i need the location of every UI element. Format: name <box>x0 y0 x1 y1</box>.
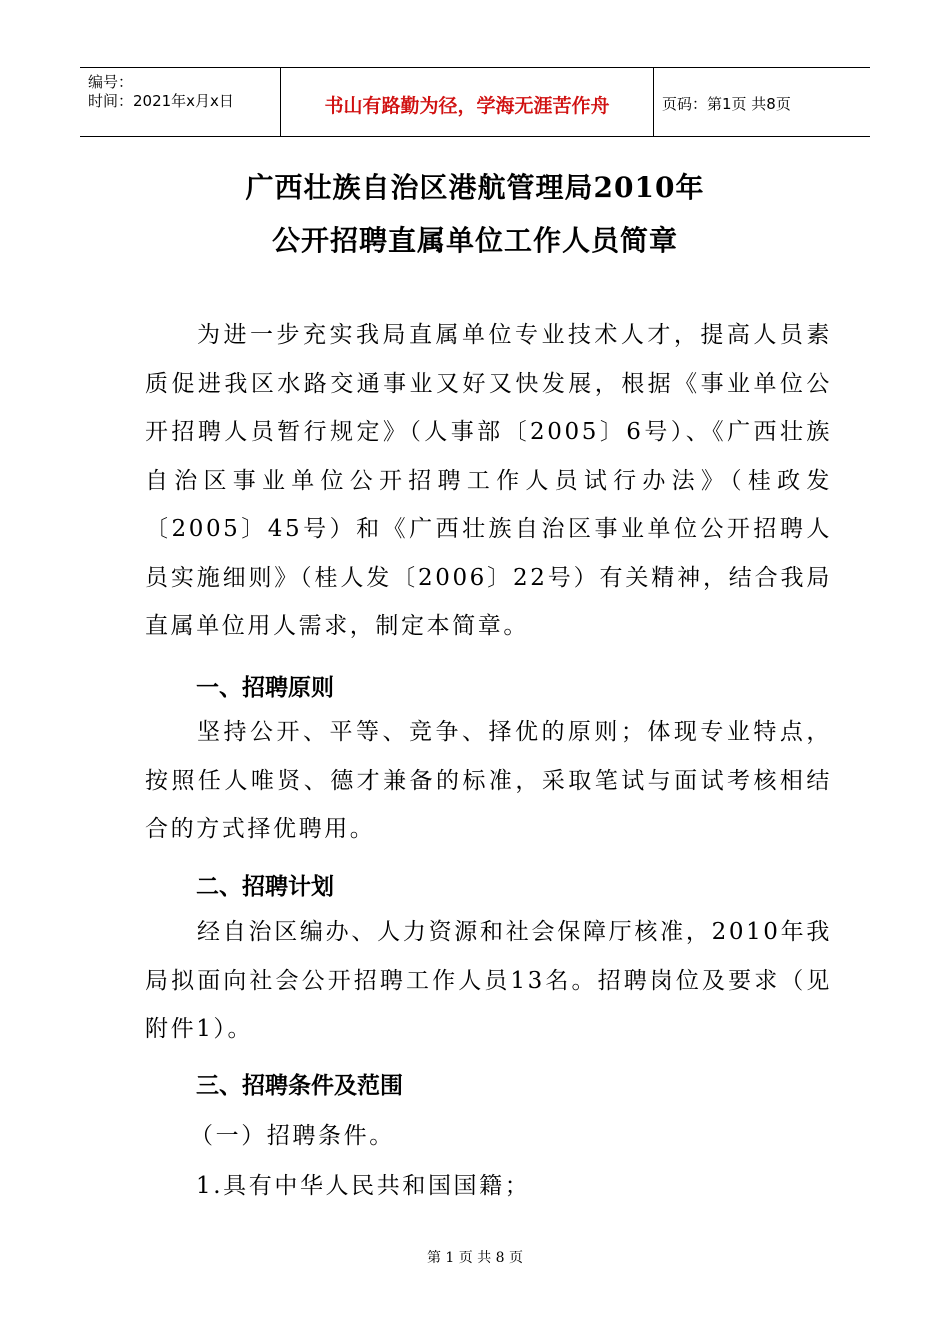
document-title-line2: 公开招聘直属单位工作人员简章 <box>271 224 678 257</box>
document-number-label: 编号： <box>88 73 134 91</box>
header-info-cell <box>80 68 280 136</box>
document-title-line1: 广西壮族自治区港航管理局2010年 <box>245 171 705 204</box>
section1-heading: 一、招聘原则 <box>196 675 334 701</box>
subsection1-heading: （一）招聘条件。 <box>190 1123 395 1149</box>
intro-paragraph: 为进一步充实我局直属单位专业技术人才，提高人员素质促进我区水路交通事业又好又快发展，根据《事业单位公开招聘人员暂行规定》（人事部〔2005〕6号）、《广西壮族自治区事业单位公开招聘工作人员试行办法》（桂政发〔2005〕45号）和《广西壮族自治区事业单位公开招聘人员实施细则》（桂人发〔2006〕22号）有关精神，结合我局直属单位用人需求，制定本简章。 <box>145 322 832 639</box>
section2-heading: 二、招聘计划 <box>196 874 334 900</box>
section2-paragraph: 经自治区编办、人力资源和社会保障厅核准，2010年我局拟面向社会公开招聘工作人员13名。招聘岗位及要求（见附件1）。 <box>145 919 832 1042</box>
header-motto-cell <box>280 68 654 136</box>
section3-heading: 三、招聘条件及范围 <box>196 1073 403 1099</box>
page-footer: 第 1 页 共 8 页 <box>426 1250 524 1266</box>
condition-item-1: 1.具有中华人民共和国国籍； <box>196 1173 531 1199</box>
header-page-code: 页码：第1页 共8页 <box>662 95 791 113</box>
header-table <box>80 67 870 137</box>
header-motto: 书山有路勤为径，学海无涯苦作舟 <box>324 95 610 117</box>
document-time-label: 时间：2021年x月x日 <box>88 92 234 110</box>
section1-paragraph: 坚持公开、平等、竞争、择优的原则；体现专业特点，按照任人唯贤、德才兼备的标准，采取笔试与面试考核相结合的方式择优聘用。 <box>145 719 832 842</box>
header-page-cell <box>653 68 870 136</box>
